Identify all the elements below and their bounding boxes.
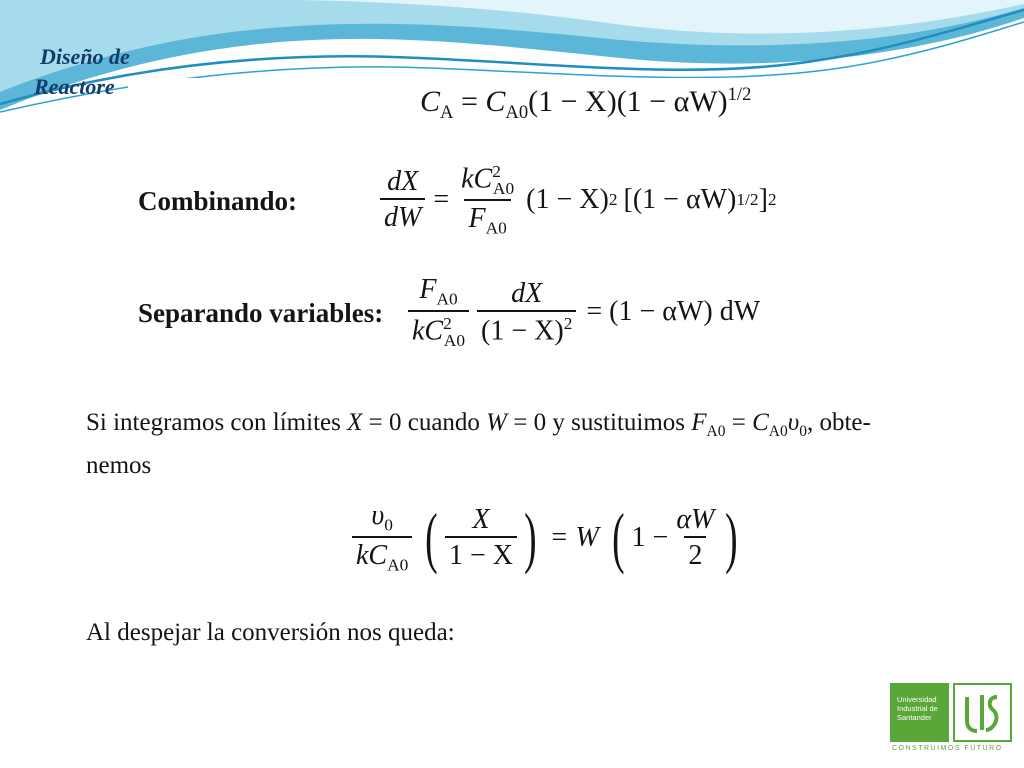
- integration-paragraph: Si integramos con límites X = 0 cuando W = 0 y sustituimos $F_{A0} = C_{A0}\upsilon_0$, obte- nemos: [86, 409, 871, 479]
- fraction-dx-dw: $\frac{dX}{dW}$: [380, 166, 425, 234]
- uis-emblem-icon: [953, 683, 1012, 742]
- uis-motto: CONSTRUIMOS FUTURO: [892, 745, 1003, 752]
- combinando-label: Combinando:: [138, 186, 298, 216]
- equation-separated: $\frac{F_{A0}}{kC^2_{A0}}$ $\frac{dX}{(1 - X)^2}$ = (1 − αW) dW: [408, 274, 760, 351]
- conversion-paragraph: Al despejar la conversión nos queda:: [86, 619, 455, 646]
- fraction-v0-kca0: $\frac{\upsilon_0}{kC_{A0}}$: [352, 500, 412, 575]
- separando-variables-label: Separando variables:: [138, 298, 384, 328]
- equations-image-bottom: [72, 392, 968, 670]
- fraction-x-1mx: $\frac{X}{1 - X}$: [445, 504, 517, 572]
- fraction-aw-2: $\frac{\alpha W}{2}$: [676, 503, 715, 571]
- fraction-kc-fa0: $\frac{kC^2_{A0}}{F_{A0}}$: [461, 162, 515, 238]
- slide-title-line1: Diseño de: [40, 44, 130, 69]
- equations-image-top: [128, 78, 816, 370]
- slide-title: [34, 42, 130, 102]
- equation-concentration: $C_A = C_{A0}(1 - X)(1 - \alpha W)^{1/2}$: [420, 84, 752, 123]
- equation-integrated: $\frac{\upsilon_0}{kC_{A0}}$ ( $\frac{X}{1 - X}$ ) = W ( 1 − $\frac{\alpha W}{2}$ ): [352, 498, 743, 577]
- equation-combined: $\frac{dX}{dW}$ = $\frac{kC^2_{A0}}{F_{A0}}$ (1 − X) 2 [(1 − αW) 1/2 ] 2: [380, 162, 777, 239]
- uis-logo: [888, 682, 1014, 758]
- fraction-dx-1mx: $\frac{dX}{(1 - X)^2}$: [477, 278, 576, 347]
- fraction-fa0-kc: $\frac{F_{A0}}{kC^2_{A0}}$: [408, 274, 469, 351]
- uis-logo-text-block: Universidad Industrial de Santander: [890, 683, 949, 742]
- slide-title-line2: Reactore: [34, 74, 115, 99]
